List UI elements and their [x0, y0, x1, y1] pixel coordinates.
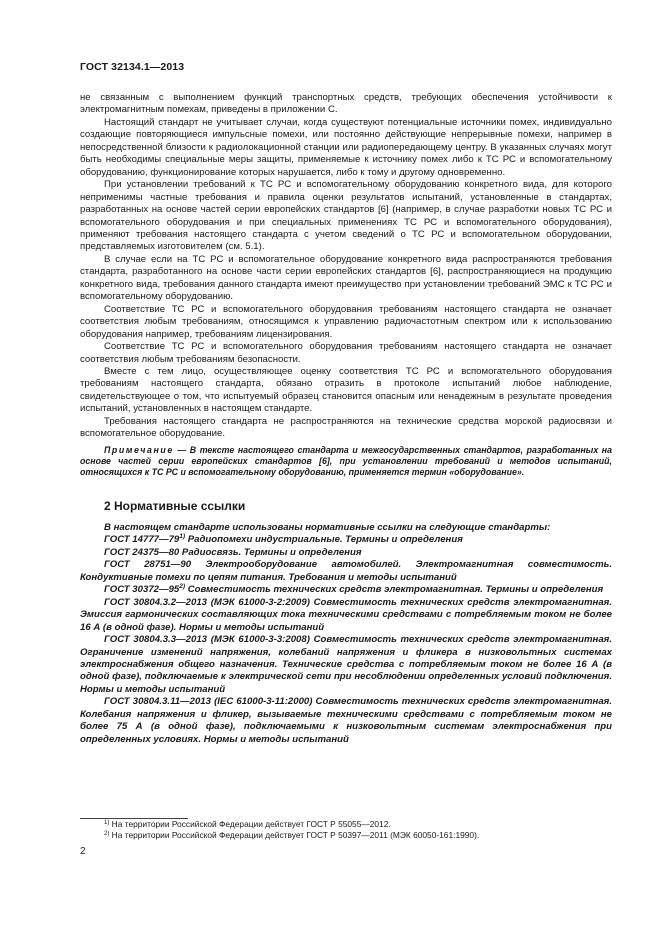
paragraph: Соответствие ТС РС и вспомогательного оборудования требованиям настоящего стандарта не означает соответствия любым требованиям безопасности.	[80, 341, 612, 365]
running-header: ГОСТ 32134.1—2013	[80, 61, 185, 73]
paragraph: Вместе с тем лицо, осуществляющее оценку соответствия ТС РС и вспомогательного оборудования требованиям настоящего стандарта, обязано отразить в протоколе испытаний любое наблюдение, свидетельствующее о том, что испытуемый образец становится опасным или ненадежным в результате проведения испытаний, установленных в настоящем стандарте.	[80, 365, 612, 415]
paragraph: В случае если на ТС РС и вспомогательное оборудование конкретного вида распространяются требования стандарта, разработанного на основе части серии европейских стандартов [6], распространяющиеся на продукцию конкретного вида, требования данного стандарта имеют преимущество при установлении требований ЭМС к ТС РС и вспомогательному оборудованию.	[80, 253, 612, 303]
reference-item	[80, 534, 612, 546]
footnote	[104, 830, 612, 841]
section-heading: 2 Нормативные ссылки	[104, 498, 246, 513]
note-text: — В тексте настоящего стандарта и межгосударственных стандартов, разработанных на основе частей серии европейских стандартов [6], при установлении требований и методов испытаний, относящихся к ТС РС и вспомогательному оборудованию, применяется термин «оборудование».	[80, 444, 612, 478]
reference-item: ГОСТ 30804.3.3—2013 (МЭК 61000-3-3:2008) Совместимость технических средств электромагнитная. Ограничение изменений напряжения, колебаний напряжения и фликера в низковольтных системах электроснабжения общего назначения. Технические средства с потребляемым током не более 16 А (в одной фазе), подключаемые к электрической сети при несоблюдении определенных условий подключения. Нормы и методы испытаний	[80, 634, 612, 695]
note-label: Примечание	[104, 444, 174, 455]
paragraph: не связанным с выполнением функций транспортных средств, требующих обеспечения устойчивости к электромагнитным помехам, приведены в приложении С.	[80, 92, 612, 116]
note	[80, 445, 612, 479]
footnote	[104, 819, 612, 830]
reference-code: ГОСТ 14777—79	[104, 534, 180, 546]
footnote-mark: 2)	[104, 831, 110, 838]
page-number: 2	[80, 846, 86, 857]
paragraph: При установлении требований к ТС РС и вспомогательному оборудованию конкретного вида, для которого неприменимы частные требования и правила оценки результатов испытаний, установленные в стандартах, разработанных на основе частей серии европейских стандартов [6] (например, в случае разработки новых ТС РС и вспомогательного оборудования и при специальных применениях ТС РС и вспомогательного оборудования), применяют требования настоящего стандарта с учетом сведений о ТС РС и вспомогательном оборудовании, представляемых изготовителем (см. 5.1).	[80, 179, 612, 253]
reference-title: Совместимость технических средств электромагнитная. Термины и определения	[185, 584, 604, 596]
footnote-mark: 1)	[104, 820, 110, 826]
document-page	[80, 0, 612, 935]
footnote-text: На территории Российской Федерации действует ГОСТ Р 55055—2012.	[109, 819, 391, 829]
document-body	[80, 92, 612, 746]
paragraph: Требования настоящего стандарта не распространяются на технические средства морской радиосвязи и вспомогательное оборудование.	[80, 415, 612, 440]
references-intro: В настоящем стандарте использованы нормативные ссылки на следующие стандарты:	[104, 522, 551, 534]
reference-item: ГОСТ 24375—80 Радиосвязь. Термины и определения	[104, 546, 362, 558]
normative-references	[80, 522, 612, 746]
paragraph: Соответствие ТС РС и вспомогательного оборудования требованиям настоящего стандарта не означает соответствия любым требованиям, относящимся к управлению радиочастотным спектром или к использованию оборудования например, требованиям лицензирования.	[80, 303, 612, 340]
paragraph: Настоящий стандарт не учитывает случаи, когда существуют потенциальные источники помех, индивидуально создающие повторяющиеся импульсные помехи, или постоянно действующие непрерывные помехи, например в непосредственной близости к радиолокационной станции или радиопередающему центру. В указанных случаях могут быть необходимы специальные меры защиты, применяемые к источнику помех либо к ТС РС и вспомогательному оборудованию, функционирование которых нарушается, либо к тому и другому одновременно.	[80, 116, 612, 178]
footnote-text: На территории Российской Федерации действует ГОСТ Р 50397—2011 (МЭК 60050-161:1990).	[109, 830, 480, 841]
reference-title: Радиопомехи индустриальные. Термины и определения	[185, 534, 463, 546]
reference-item: ГОСТ 30804.3.11—2013 (IEC 61000-3-11:2000) Совместимость технических средств электромагнитная. Колебания напряжения и фликер, вызываемые техническими средствами с потребляемым током не более 75 А (в одной фазе), подключаемыми к низковольтным системам электроснабжения при определенных условиях. Нормы и методы испытаний	[80, 696, 612, 745]
reference-item	[80, 584, 612, 596]
footnote-ref: 2)	[179, 583, 186, 591]
reference-item: ГОСТ 30804.3.2—2013 (МЭК 61000-3-2:2009) Совместимость технических средств электромагнитная. Эмиссия гармонических составляющих тока техническими средствами с потребляемым током не более 16 А (в одной фазе). Нормы и методы испытаний	[80, 596, 612, 633]
reference-code: ГОСТ 30372—95	[104, 584, 180, 596]
footnote-ref: 1)	[179, 533, 186, 541]
reference-item: ГОСТ 28751—90 Электрооборудование автомобилей. Электромагнитная совместимость. Кондуктивные помехи по цепям питания. Требования и методы испытаний	[80, 559, 612, 583]
footnotes	[104, 819, 612, 841]
